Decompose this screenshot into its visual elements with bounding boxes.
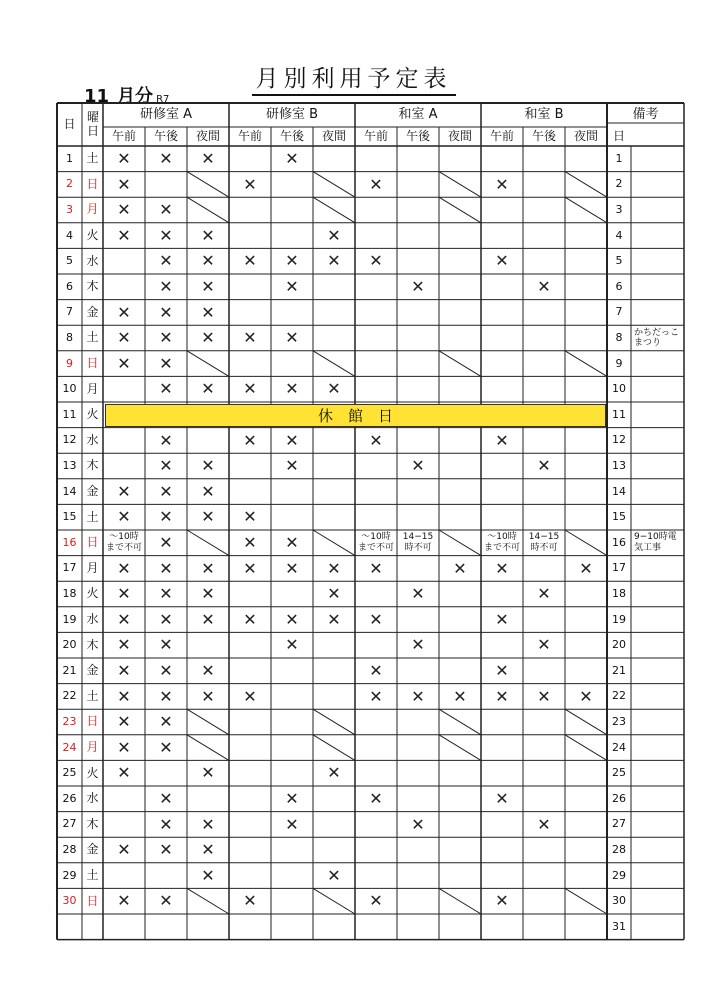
notes-day: 3 [615, 202, 623, 216]
booked-mark: ✕ [537, 277, 551, 296]
row-weekday: 金 [86, 304, 99, 319]
row-note: かちだっこまつり [634, 327, 680, 348]
unavailable-slash [565, 530, 607, 556]
booked-mark: ✕ [327, 865, 341, 885]
unavailable-slash [313, 888, 355, 914]
booked-mark: ✕ [243, 251, 257, 271]
room-header: 研修室 A [139, 106, 193, 122]
notes-day: 26 [612, 791, 626, 805]
unavailable-slash [187, 197, 229, 223]
booked-mark: ✕ [159, 379, 173, 399]
row-weekday: 月 [86, 381, 99, 396]
notes-day-header: 日 [612, 128, 625, 143]
booked-mark: ✕ [201, 277, 215, 296]
row-day: 23 [62, 714, 77, 728]
row-day: 10 [62, 382, 77, 396]
booked-mark: ✕ [159, 149, 173, 168]
row-day: 6 [66, 279, 73, 293]
era-label: R7 [156, 94, 170, 105]
unavailable-slash [439, 530, 481, 556]
booked-mark: ✕ [285, 609, 299, 629]
notes-day: 20 [612, 638, 626, 652]
booked-mark: ✕ [159, 456, 173, 476]
row-weekday: 金 [86, 484, 99, 498]
row-weekday: 水 [86, 612, 99, 626]
booked-mark: ✕ [117, 225, 131, 245]
unavailable-slash [439, 888, 481, 914]
unavailable-slash [313, 197, 355, 223]
booked-mark: ✕ [243, 686, 257, 706]
day-column-header: 日 [63, 116, 76, 131]
row-weekday: 火 [86, 228, 99, 242]
unavailable-slash [439, 709, 481, 735]
booked-mark: ✕ [201, 481, 215, 501]
booked-mark: ✕ [285, 379, 299, 399]
row-day: 27 [62, 817, 77, 831]
month-number: 11 [84, 86, 110, 107]
booked-mark: ✕ [159, 814, 173, 834]
notes-day: 30 [612, 894, 626, 908]
notes-day: 21 [612, 663, 626, 677]
booked-mark: ✕ [285, 430, 299, 450]
row-day: 18 [62, 586, 77, 600]
booked-mark: ✕ [117, 609, 131, 629]
row-weekday: 火 [86, 586, 99, 601]
booked-mark: ✕ [243, 558, 257, 578]
booked-mark: ✕ [495, 789, 509, 808]
period-header: 午後 [531, 128, 556, 143]
booked-mark: ✕ [117, 302, 131, 322]
unavailable-slash [565, 709, 607, 735]
row-weekday: 土 [86, 330, 99, 345]
row-day: 1 [66, 151, 73, 165]
booked-mark: ✕ [117, 686, 131, 706]
booked-mark: ✕ [369, 891, 383, 911]
row-weekday: 木 [86, 816, 99, 831]
notes-day: 14 [612, 484, 626, 498]
booked-mark: ✕ [243, 891, 257, 911]
booked-mark: ✕ [411, 456, 425, 476]
row-weekday: 火 [86, 765, 99, 780]
booked-mark: ✕ [117, 891, 131, 911]
row-day: 25 [62, 766, 77, 780]
notes-day: 22 [612, 689, 626, 703]
booked-mark: ✕ [537, 584, 551, 604]
booked-mark: ✕ [201, 302, 215, 322]
row-day: 20 [62, 638, 77, 652]
booked-mark: ✕ [495, 609, 509, 629]
booked-mark: ✕ [369, 430, 383, 450]
booked-mark: ✕ [159, 302, 173, 322]
period-header: 午前 [363, 128, 388, 143]
unavailable-slash [565, 172, 607, 198]
booked-mark: ✕ [285, 635, 299, 655]
booked-mark: ✕ [159, 584, 173, 604]
row-day: 13 [62, 458, 77, 472]
booked-mark: ✕ [243, 174, 257, 194]
closed-day-banner [105, 404, 606, 427]
booked-mark: ✕ [369, 609, 383, 629]
notes-day: 9 [615, 356, 623, 370]
booked-mark: ✕ [243, 328, 257, 348]
cell-note: 〜10時 まで不可 [105, 532, 142, 553]
booked-mark: ✕ [117, 712, 131, 732]
booked-mark: ✕ [327, 584, 341, 604]
booked-mark: ✕ [285, 251, 299, 271]
booked-mark: ✕ [159, 737, 173, 757]
room-header: 研修室 B [265, 106, 319, 122]
booked-mark: ✕ [495, 174, 509, 194]
unavailable-slash [313, 351, 355, 377]
booked-mark: ✕ [285, 456, 299, 476]
booked-mark: ✕ [159, 558, 173, 578]
booked-mark: ✕ [285, 149, 299, 168]
booked-mark: ✕ [159, 481, 173, 501]
row-weekday: 土 [86, 509, 99, 524]
row-day: 14 [62, 484, 77, 498]
notes-day: 6 [615, 279, 623, 293]
closed-day-label: 休 館 日 [317, 406, 393, 425]
room-header: 和室 B [524, 106, 564, 122]
unavailable-slash [313, 709, 355, 735]
period-header: 午後 [279, 128, 304, 143]
title-text: 月別利用予定表 [252, 66, 456, 96]
booked-mark: ✕ [201, 584, 215, 604]
booked-mark: ✕ [243, 379, 257, 399]
booked-mark: ✕ [159, 661, 173, 680]
booked-mark: ✕ [117, 840, 131, 860]
row-weekday: 水 [86, 432, 99, 447]
booked-mark: ✕ [201, 456, 215, 476]
notes-day: 27 [612, 817, 626, 831]
booked-mark: ✕ [201, 661, 215, 680]
booked-mark: ✕ [243, 533, 257, 552]
notes-day: 11 [612, 407, 626, 421]
unavailable-slash [187, 351, 229, 377]
weekday-column-header: 曜日 [86, 110, 99, 138]
booked-mark: ✕ [201, 763, 215, 783]
booked-mark: ✕ [201, 507, 215, 527]
row-day: 28 [62, 842, 77, 856]
booked-mark: ✕ [117, 353, 131, 373]
booked-mark: ✕ [201, 814, 215, 834]
notes-day: 19 [612, 612, 626, 626]
booked-mark: ✕ [159, 225, 173, 245]
unavailable-slash [439, 172, 481, 198]
row-weekday: 土 [86, 868, 99, 882]
booked-mark: ✕ [159, 789, 173, 808]
row-day: 5 [66, 254, 73, 268]
booked-mark: ✕ [327, 379, 341, 399]
booked-mark: ✕ [369, 558, 383, 578]
row-weekday: 木 [86, 458, 99, 473]
booked-mark: ✕ [285, 814, 299, 834]
notes-day: 5 [615, 254, 623, 268]
booked-mark: ✕ [117, 200, 131, 220]
unavailable-slash [187, 709, 229, 735]
booked-mark: ✕ [201, 379, 215, 399]
unavailable-slash [187, 172, 229, 198]
row-weekday: 木 [86, 279, 99, 294]
row-day: 3 [66, 202, 73, 216]
row-day: 16 [62, 535, 77, 549]
row-weekday: 水 [86, 253, 99, 268]
row-weekday: 月 [86, 740, 99, 754]
booked-mark: ✕ [159, 251, 173, 271]
booked-mark: ✕ [201, 609, 215, 629]
unavailable-slash [313, 172, 355, 198]
notes-day: 31 [612, 919, 626, 933]
booked-mark: ✕ [159, 635, 173, 655]
booked-mark: ✕ [495, 891, 509, 911]
booked-mark: ✕ [327, 763, 341, 783]
booked-mark: ✕ [243, 507, 257, 527]
unavailable-slash [439, 351, 481, 377]
notes-day: 4 [615, 228, 623, 242]
row-weekday: 土 [86, 151, 99, 166]
booked-mark: ✕ [537, 814, 551, 834]
booked-mark: ✕ [369, 686, 383, 706]
row-day: 2 [66, 177, 73, 191]
row-day [57, 914, 82, 940]
row-day: 8 [66, 330, 73, 344]
cell-note: 14−15 時不可 [402, 532, 434, 553]
booked-mark: ✕ [159, 840, 173, 860]
row-weekday: 木 [86, 637, 99, 652]
row-weekday: 水 [86, 791, 99, 806]
row-day: 24 [62, 740, 77, 754]
booked-mark: ✕ [201, 558, 215, 578]
unavailable-slash [187, 735, 229, 761]
booked-mark: ✕ [117, 737, 131, 757]
booked-mark: ✕ [159, 686, 173, 706]
unavailable-slash [313, 735, 355, 761]
booked-mark: ✕ [159, 712, 173, 732]
row-weekday [82, 914, 103, 940]
booked-mark: ✕ [201, 251, 215, 271]
notes-day: 7 [615, 305, 623, 319]
booked-mark: ✕ [537, 635, 551, 655]
booked-mark: ✕ [495, 430, 509, 450]
booked-mark: ✕ [117, 328, 131, 348]
booked-mark: ✕ [369, 251, 383, 271]
row-weekday: 月 [86, 560, 99, 575]
row-weekday: 日 [86, 714, 99, 729]
booked-mark: ✕ [327, 609, 341, 629]
period-header: 午前 [489, 128, 514, 143]
unavailable-slash [565, 197, 607, 223]
booked-mark: ✕ [201, 865, 215, 885]
unavailable-slash [187, 888, 229, 914]
row-day: 22 [62, 689, 77, 703]
notes-day: 25 [612, 766, 626, 780]
booked-mark: ✕ [285, 558, 299, 578]
booked-mark: ✕ [159, 430, 173, 450]
booked-mark: ✕ [117, 149, 131, 168]
notes-day: 29 [612, 868, 626, 882]
row-day: 12 [62, 433, 77, 447]
booked-mark: ✕ [117, 661, 131, 680]
cell-note: 〜10時 まで不可 [483, 532, 520, 553]
booked-mark: ✕ [327, 225, 341, 245]
booked-mark: ✕ [201, 686, 215, 706]
row-day: 17 [62, 561, 77, 575]
unavailable-slash [565, 888, 607, 914]
notes-day: 8 [615, 330, 623, 344]
row-day: 19 [62, 612, 77, 626]
booked-mark: ✕ [411, 584, 425, 604]
unavailable-slash [187, 530, 229, 556]
row-weekday: 日 [86, 893, 99, 908]
notes-header: 備考 [632, 106, 659, 122]
period-header: 夜間 [321, 128, 346, 143]
cell-note: 14−15 時不可 [528, 532, 560, 553]
room-header: 和室 A [398, 106, 438, 122]
cell-note: 〜10時 まで不可 [357, 532, 394, 553]
booked-mark: ✕ [117, 584, 131, 604]
row-day: 15 [62, 510, 77, 524]
booked-mark: ✕ [159, 609, 173, 629]
period-header: 午前 [111, 128, 136, 143]
row-day: 4 [66, 228, 73, 242]
booked-mark: ✕ [411, 635, 425, 655]
row-day: 11 [62, 407, 77, 421]
notes-day: 10 [612, 382, 626, 396]
booked-mark: ✕ [243, 430, 257, 450]
booked-mark: ✕ [201, 840, 215, 860]
period-header: 午後 [153, 128, 178, 143]
booked-mark: ✕ [327, 558, 341, 578]
notes-day: 17 [612, 561, 626, 575]
notes-day: 23 [612, 714, 626, 728]
booked-mark: ✕ [117, 763, 131, 783]
booked-mark: ✕ [285, 277, 299, 296]
row-day: 9 [66, 356, 73, 370]
booked-mark: ✕ [495, 661, 509, 680]
booked-mark: ✕ [117, 635, 131, 655]
row-day: 30 [62, 894, 77, 908]
booked-mark: ✕ [201, 225, 215, 245]
booked-mark: ✕ [537, 456, 551, 476]
period-header: 午前 [237, 128, 262, 143]
booked-mark: ✕ [495, 251, 509, 271]
unavailable-slash [439, 735, 481, 761]
notes-day: 15 [612, 510, 626, 524]
booked-mark: ✕ [159, 353, 173, 373]
row-weekday: 火 [86, 407, 99, 422]
booked-mark: ✕ [537, 686, 551, 706]
notes-day: 16 [612, 535, 626, 549]
row-note: 9−10時電気工事 [634, 532, 677, 553]
row-weekday: 日 [86, 176, 99, 191]
unavailable-slash [565, 351, 607, 377]
period-header: 夜間 [447, 128, 472, 143]
booked-mark: ✕ [159, 200, 173, 220]
booked-mark: ✕ [159, 533, 173, 552]
unavailable-slash [439, 197, 481, 223]
period-header: 午後 [405, 128, 430, 143]
notes-day: 13 [612, 458, 626, 472]
booked-mark: ✕ [495, 558, 509, 578]
booked-mark: ✕ [369, 661, 383, 680]
row-day: 21 [62, 663, 77, 677]
booked-mark: ✕ [369, 789, 383, 808]
unavailable-slash [565, 735, 607, 761]
booked-mark: ✕ [159, 507, 173, 527]
booked-mark: ✕ [411, 686, 425, 706]
booked-mark: ✕ [159, 328, 173, 348]
booked-mark: ✕ [453, 686, 467, 706]
booked-mark: ✕ [579, 686, 593, 706]
booked-mark: ✕ [285, 789, 299, 808]
row-day: 26 [62, 791, 77, 805]
unavailable-slash [313, 530, 355, 556]
period-header: 夜間 [195, 128, 220, 143]
row-weekday: 土 [86, 688, 99, 703]
period-header: 夜間 [573, 128, 598, 143]
row-weekday: 日 [86, 356, 99, 370]
booked-mark: ✕ [495, 686, 509, 706]
row-weekday: 日 [86, 535, 99, 550]
booked-mark: ✕ [159, 891, 173, 911]
booked-mark: ✕ [117, 558, 131, 578]
booked-mark: ✕ [201, 149, 215, 168]
row-weekday: 金 [86, 663, 99, 678]
notes-day: 2 [615, 177, 623, 191]
row-day: 7 [66, 305, 73, 319]
booked-mark: ✕ [327, 251, 341, 271]
booked-mark: ✕ [369, 174, 383, 194]
notes-day: 28 [612, 842, 626, 856]
booked-mark: ✕ [243, 609, 257, 629]
row-weekday: 金 [86, 842, 99, 857]
booked-mark: ✕ [285, 328, 299, 348]
notes-day: 18 [612, 586, 626, 600]
notes-day: 1 [615, 151, 623, 165]
booked-mark: ✕ [285, 533, 299, 552]
month-suffix: 月分 [117, 86, 154, 107]
row-day: 29 [62, 868, 77, 882]
booked-mark: ✕ [453, 558, 467, 578]
notes-day: 24 [612, 740, 626, 754]
row-weekday: 月 [86, 202, 99, 217]
booked-mark: ✕ [117, 481, 131, 501]
booked-mark: ✕ [159, 277, 173, 296]
booked-mark: ✕ [117, 174, 131, 194]
booked-mark: ✕ [201, 328, 215, 348]
booked-mark: ✕ [117, 507, 131, 527]
booked-mark: ✕ [411, 814, 425, 834]
booked-mark: ✕ [579, 558, 593, 578]
notes-day: 12 [612, 433, 626, 447]
booked-mark: ✕ [411, 277, 425, 296]
